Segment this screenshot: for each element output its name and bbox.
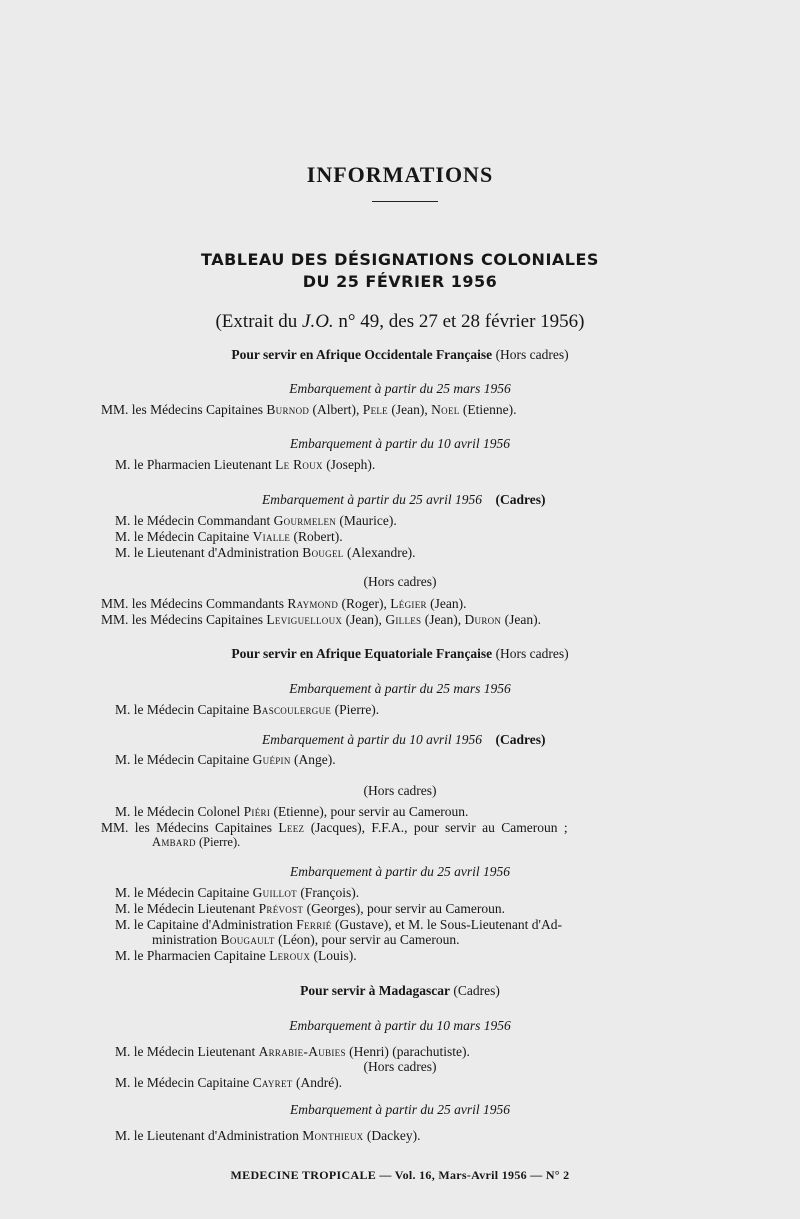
aof-embarquement-1: Embarquement à partir du 25 mars 1956 [289,381,511,396]
aof-hors-line-1: MM. les Médecins Commandants Raymond (Roger), Légier (Jean). [101,596,467,611]
aof-emb1-line: MM. les Médecins Capitaines Burnod (Albert), Pele (Jean), Noel (Etienne). [101,402,517,417]
aof-hors-line-2: MM. les Médecins Capitaines Leviguelloux (Jean), Gilles (Jean), Duron (Jean). [101,612,541,627]
aof-emb3-line-1: M. le Médecin Commandant Gourmelen (Maurice). [115,513,397,528]
page-footer: MEDECINE TROPICALE — Vol. 16, Mars-Avril 1956 — N° 2 [230,1168,570,1182]
aof-emb3-line-2: M. le Médecin Capitaine Vialle (Robert). [115,529,343,544]
mada-emb2-line-1: M. le Lieutenant d'Administration Monthieux (Dackey). [115,1128,421,1143]
section-aof-heading: Pour servir en Afrique Occidentale Française (Hors cadres) [231,347,569,362]
aof-emb3-line-3: M. le Lieutenant d'Administration Bougel (Alexandre). [115,545,416,560]
mada-emb1-line-2: M. le Médecin Capitaine Cayret (André). [115,1075,343,1090]
section-madagascar-heading: Pour servir à Madagascar (Cadres) [300,983,500,998]
tableau-heading-line1: TABLEAU DES DÉSIGNATIONS COLONIALES [201,250,599,269]
aef-hors-cadres: (Hors cadres) [363,783,437,798]
aof-hors-cadres: (Hors cadres) [363,574,437,589]
mada-emb1-line-1: M. le Médecin Lieutenant Arrabie-Aubies (Henri) (parachutiste). [115,1044,470,1059]
aef-emb3-line-3: M. le Capitaine d'Administration Ferrié (Gustave), et M. le Sous-Lieutenant d'Ad- [115,917,562,932]
aef-embarquement-1: Embarquement à partir du 25 mars 1956 [289,681,511,696]
mada-embarquement-1: Embarquement à partir du 10 mars 1956 [289,1018,511,1033]
mada-embarquement-2: Embarquement à partir du 25 avril 1956 [290,1102,510,1117]
aef-embarquement-2: Embarquement à partir du 10 avril 1956 (Cadres) [262,732,546,747]
aef-emb3-line-2: M. le Médecin Lieutenant Prévost (Georges), pour servir au Cameroun. [115,901,506,916]
extrait-line: (Extrait du J.O. n° 49, des 27 et 28 février 1956) [215,311,585,332]
aef-emb3-line-1: M. le Médecin Capitaine Guillot (François). [115,885,360,900]
section-aef-heading: Pour servir en Afrique Equatoriale Française (Hors cadres) [231,646,569,661]
aef-emb3-line-4: M. le Pharmacien Capitaine Leroux (Louis). [115,948,357,963]
aef-hors-line-2: MM. les Médecins Capitaines Leez (Jacques), F.F.A., pour servir au Cameroun ; [101,820,568,835]
aef-emb1-line: M. le Médecin Capitaine Bascoulergue (Pierre). [115,702,380,717]
aof-embarquement-2: Embarquement à partir du 10 avril 1956 [290,436,510,451]
mada-hors-cadres: (Hors cadres) [363,1059,437,1074]
aof-emb2-line: M. le Pharmacien Lieutenant Le Roux (Joseph). [115,457,376,472]
tableau-heading-line2: DU 25 FÉVRIER 1956 [302,272,498,291]
title-rule [372,201,438,202]
aef-hors-line-2b: Ambard (Pierre). [152,835,241,849]
aof-embarquement-3: Embarquement à partir du 25 avril 1956 (Cadres) [262,492,546,507]
page-title: INFORMATIONS [306,162,494,187]
aef-hors-line-1: M. le Médecin Colonel Piéri (Etienne), pour servir au Cameroun. [115,804,469,819]
aef-emb2-line: M. le Médecin Capitaine Guépin (Ange). [115,752,336,767]
aef-emb3-line-3b: ministration Bougault (Léon), pour servir au Cameroun. [152,932,460,947]
aef-embarquement-3: Embarquement à partir du 25 avril 1956 [290,864,510,879]
